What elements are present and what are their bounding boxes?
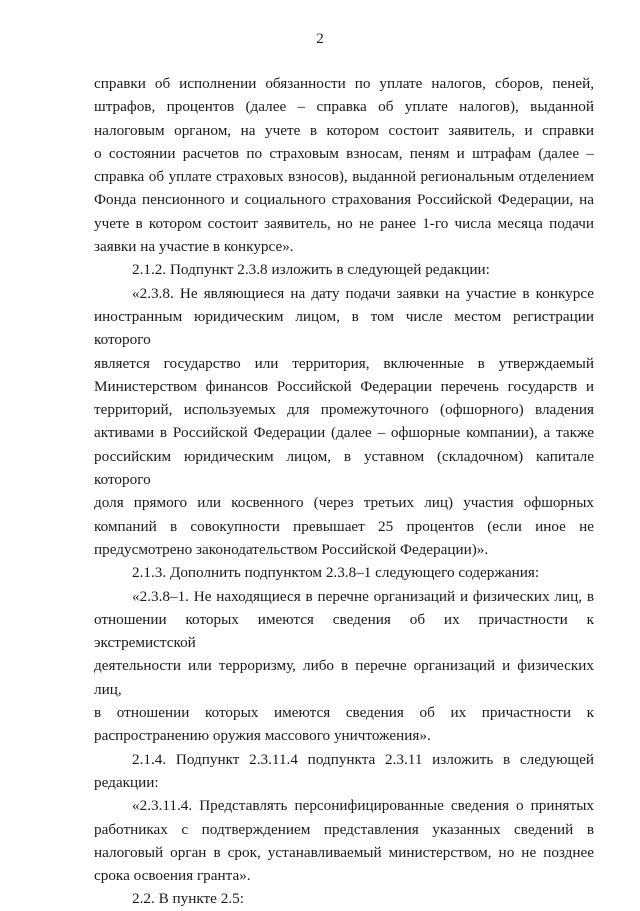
text-line: распространению оружия массового уничтожения». — [94, 727, 431, 745]
text-line: о состоянии расчетов по страховым взносам, пеням и штрафам (далее – — [94, 144, 594, 162]
text-line: справки об исполнении обязанности по уплате налогов, сборов, пеней, — [94, 75, 594, 92]
text-line: отношении которых имеются сведения об их причастности к экстремистской — [94, 610, 594, 652]
text-line: деятельности или терроризму, либо в перечне организаций и физических лиц, — [94, 657, 594, 698]
paragraph-2-3-8-1 — [94, 585, 594, 748]
text-line: компаний в совокупности превышает 25 процентов (если иное не — [94, 517, 594, 535]
text-line: работниках с подтверждением представления указанных сведений в — [94, 820, 594, 838]
text-line: 2.1.4. Подпункт 2.3.11.4 подпункта 2.3.11 изложить в следующей — [132, 750, 594, 768]
text-line: 2.2. В пункте 2.5: — [132, 890, 244, 908]
text-line: активами в Российской Федерации (далее – офшорные компании), а также — [94, 424, 594, 442]
text-line: российским юридическим лицом, в уставном (складочном) капитале которого — [94, 447, 594, 489]
paragraph-spravka — [94, 72, 594, 258]
text-line: в отношении которых имеются сведения об их причастности к — [94, 704, 594, 722]
text-line: срока освоения гранта». — [94, 867, 251, 885]
text-line: является государство или территория, включенные в утверждаемый — [94, 354, 594, 372]
page-number: 2 — [316, 31, 324, 47]
text-line: Фонда пенсионного и социального страхования Российской Федерации, на — [94, 191, 594, 209]
paragraph-2-1-3 — [94, 561, 594, 584]
paragraph-2-3-8 — [94, 282, 594, 562]
text-line: «2.3.8. Не являющиеся на дату подачи заявки на участие в конкурсе — [132, 284, 594, 302]
paragraph-2-1-2 — [94, 258, 594, 281]
text-line: налоговым органом, на учете в котором состоит заявитель, и справки — [94, 121, 594, 139]
text-line: территорий, используемых для промежуточного (офшорного) владения — [94, 401, 594, 419]
text-line: иностранным юридическим лицом, в том числе местом регистрации которого — [94, 307, 594, 349]
text-line: заявки на участие в конкурсе». — [94, 238, 294, 256]
text-line: 2.1.3. Дополнить подпунктом 2.3.8–1 следующего содержания: — [132, 564, 540, 582]
text-line: учете в котором состоит заявитель, но не ранее 1-го числа месяца подачи — [94, 214, 594, 232]
text-line: доля прямого или косвенного (через третьих лиц) участия офшорных — [94, 494, 594, 512]
text-line: «2.3.11.4. Представлять персонифицированные сведения о принятых — [132, 797, 594, 815]
text-line: редакции: — [94, 773, 159, 791]
text-line: 2.1.2. Подпункт 2.3.8 изложить в следующей редакции: — [132, 261, 490, 279]
text-line: справка об уплате страховых взносов), выданной региональным отделением — [94, 168, 594, 186]
paragraph-2-1-4 — [94, 748, 594, 795]
text-line: Министерством финансов Российской Федерации перечень государств и — [94, 377, 594, 395]
paragraph-2-3-11-4 — [94, 794, 594, 887]
text-line: предусмотрено законодательством Российской Федерации)». — [94, 540, 489, 558]
document-body — [94, 72, 594, 911]
text-line: «2.3.8–1. Не находящиеся в перечне организаций и физических лиц, в — [132, 587, 594, 605]
paragraph-2-2 — [94, 887, 594, 910]
text-line: налоговый орган в срок, устанавливаемый министерством, но не позднее — [94, 843, 594, 861]
text-line: штрафов, процентов (далее – справка об уплате налогов), выданной — [94, 98, 594, 116]
